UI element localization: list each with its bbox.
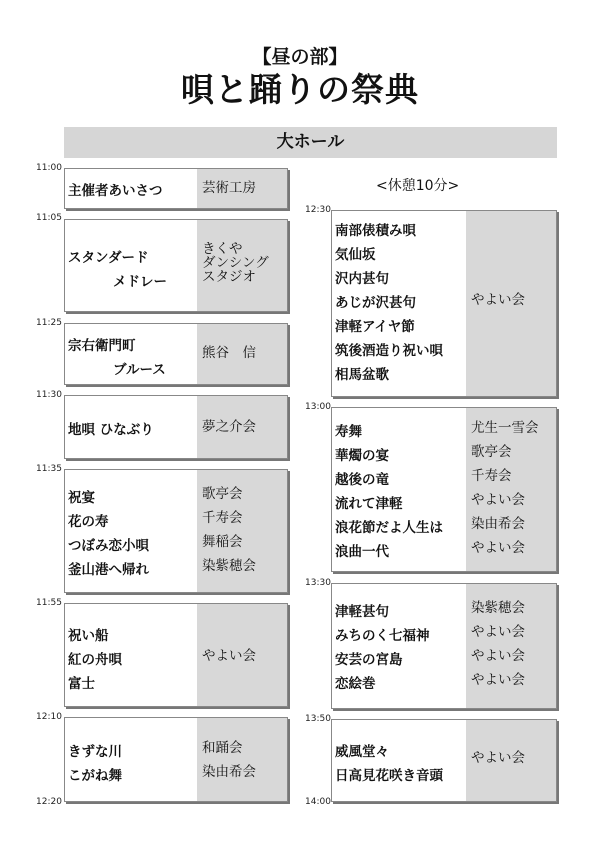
song-title: 祝宴 <box>68 490 95 506</box>
time-label: 11:25 <box>36 318 62 328</box>
program-block <box>331 719 557 802</box>
program-block <box>64 717 288 802</box>
song-title: あじが沢甚句 <box>335 295 416 311</box>
song-title: 気仙坂 <box>335 247 376 263</box>
program-block <box>331 583 557 709</box>
performers-cell <box>466 720 556 801</box>
time-label: 11:05 <box>36 213 62 223</box>
song-title: 祝い船 <box>68 628 109 644</box>
time-label: 12:30 <box>305 205 331 215</box>
performer: 千寿会 <box>471 468 512 484</box>
performer: 和踊会 <box>202 740 243 756</box>
program-block <box>64 603 288 707</box>
performers-cell <box>197 324 287 384</box>
song-title: つぼみ恋小唄 <box>68 538 149 554</box>
break-note: <休憩10分> <box>376 178 460 194</box>
songs-cell <box>65 718 199 801</box>
program-block <box>64 395 288 459</box>
song-title: 富士 <box>68 676 95 692</box>
song-title: 安芸の宮島 <box>335 652 403 668</box>
performers-cell <box>197 718 287 801</box>
songs-cell <box>65 169 199 208</box>
performer: やよい会 <box>471 750 525 766</box>
song-title: スタンダード <box>68 250 149 266</box>
performer: スタジオ <box>202 269 256 285</box>
performer: 舞稲会 <box>202 534 243 550</box>
time-label: 13:50 <box>305 714 331 724</box>
song-title: きずな川 <box>68 744 122 760</box>
performer: やよい会 <box>202 648 256 664</box>
program-block <box>64 323 288 385</box>
time-label: 14:00 <box>305 797 331 807</box>
time-label: 12:10 <box>36 712 62 722</box>
song-title: 日高見花咲き音頭 <box>335 768 443 784</box>
songs-cell <box>332 408 466 571</box>
program-block <box>64 219 288 312</box>
performers-cell <box>466 408 556 571</box>
song-title: みちのく七福神 <box>335 628 430 644</box>
time-label: 13:30 <box>305 578 331 588</box>
performer: やよい会 <box>471 292 525 308</box>
performer: 歌亭会 <box>471 444 512 460</box>
hall-banner: 大ホール <box>64 127 557 158</box>
time-label: 11:55 <box>36 598 62 608</box>
song-title: 威風堂々 <box>335 744 389 760</box>
performer: 千寿会 <box>202 510 243 526</box>
song-title: 浪花節だよ人生は <box>335 520 443 536</box>
song-title: 流れて津軽 <box>335 496 403 512</box>
song-title: 相馬盆歌 <box>335 367 389 383</box>
song-title: 釜山港へ帰れ <box>68 562 149 578</box>
program-block <box>64 469 288 593</box>
song-title: 恋絵巻 <box>335 676 376 692</box>
songs-cell <box>332 211 466 396</box>
performer: やよい会 <box>471 672 525 688</box>
performer: 熊谷 信 <box>202 345 256 361</box>
performer: 夢之介会 <box>202 419 256 435</box>
performers-cell <box>466 584 556 708</box>
time-label: 11:30 <box>36 390 62 400</box>
song-title: 宗右衛門町 <box>68 338 136 354</box>
song-title: 津軽アイヤ節 <box>335 319 415 335</box>
performers-cell <box>197 220 287 311</box>
performer: やよい会 <box>471 624 525 640</box>
performers-cell <box>466 211 556 396</box>
program-block <box>331 407 557 572</box>
time-label: 11:35 <box>36 464 62 474</box>
performers-cell <box>197 169 287 208</box>
song-title: 津軽甚句 <box>335 604 389 620</box>
performer: 染由希会 <box>471 516 525 532</box>
song-title: 花の寿 <box>68 514 109 530</box>
performer: 染由希会 <box>202 764 256 780</box>
song-title: 沢内甚句 <box>335 271 389 287</box>
song-title: 紅の舟唄 <box>68 652 122 668</box>
performers-cell <box>197 604 287 706</box>
song-title: ブルース <box>113 362 166 378</box>
song-title: こがね舞 <box>68 768 122 784</box>
song-title: 浪曲一代 <box>335 544 389 560</box>
performers-cell <box>197 470 287 592</box>
subtitle: 【昼の部】 <box>252 46 348 68</box>
song-title: 寿舞 <box>335 424 362 440</box>
performer: 尤生一雪会 <box>471 420 539 436</box>
performer: やよい会 <box>471 648 525 664</box>
performer: ダンシング <box>202 255 269 271</box>
songs-cell <box>65 396 199 458</box>
program-block <box>331 210 557 397</box>
songs-cell <box>65 220 199 311</box>
songs-cell <box>332 720 466 801</box>
performer: 歌亭会 <box>202 486 243 502</box>
performers-cell <box>197 396 287 458</box>
page-title: 唄と踊りの祭典 <box>181 70 419 109</box>
song-title: 筑後酒造り祝い唄 <box>335 343 443 359</box>
time-label: 11:00 <box>36 163 62 173</box>
songs-cell <box>332 584 466 708</box>
time-label: 12:20 <box>36 797 62 807</box>
time-label: 13:00 <box>305 402 331 412</box>
performer: やよい会 <box>471 492 525 508</box>
performer: 染紫穂会 <box>202 558 256 574</box>
performer: やよい会 <box>471 540 525 556</box>
song-title: 越後の竜 <box>335 472 389 488</box>
song-title: 主催者あいさつ <box>68 183 163 199</box>
song-title: 華燭の宴 <box>335 448 389 464</box>
performer: きくや <box>202 241 243 257</box>
song-title: 地唄 ひなぶり <box>68 422 154 438</box>
program-block <box>64 168 288 209</box>
performer: 染紫穂会 <box>471 600 525 616</box>
songs-cell <box>65 604 199 706</box>
performer: 芸術工房 <box>202 180 256 196</box>
song-title: 南部俵積み唄 <box>335 223 416 239</box>
songs-cell <box>65 470 199 592</box>
song-title: メドレー <box>113 274 167 290</box>
songs-cell <box>65 324 199 384</box>
